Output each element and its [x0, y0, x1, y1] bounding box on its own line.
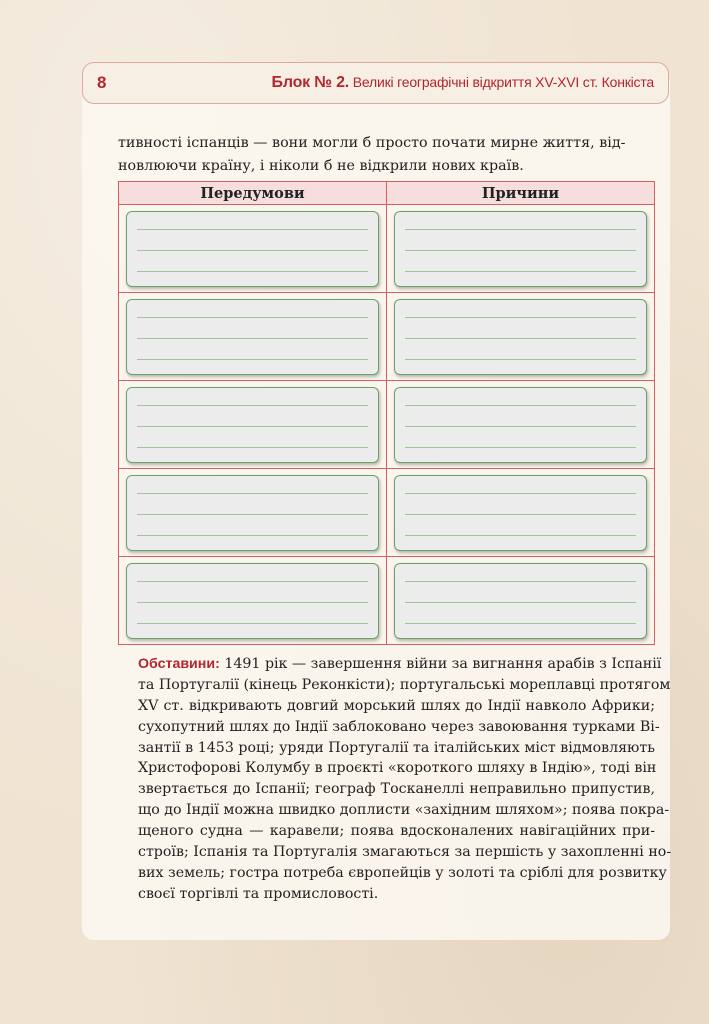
writing-line	[137, 514, 368, 515]
page-header	[82, 62, 669, 104]
table-row	[119, 381, 655, 469]
answer-box-causes[interactable]	[394, 563, 647, 639]
block-label: Блок № 2.	[271, 74, 350, 91]
circumstances-line: Христофорові Колумбу в проєкті «короткого шляху в Індію», тоді він	[138, 760, 657, 777]
writing-line	[405, 405, 636, 406]
table-row	[119, 469, 655, 557]
writing-line	[405, 535, 636, 536]
circumstances-line: звертається до Іспанії; географ Тосканеллі неправильно припустив,	[138, 781, 655, 798]
writing-line	[137, 229, 368, 230]
writing-line	[405, 338, 636, 339]
writing-line	[405, 581, 636, 582]
table-cell-causes	[387, 205, 655, 293]
circumstances-paragraph	[138, 654, 672, 905]
circumstances-line: своєї торгівлі та промисловості.	[138, 885, 379, 902]
answer-box-causes[interactable]	[394, 475, 647, 551]
writing-line	[405, 447, 636, 448]
answer-box-causes[interactable]	[394, 387, 647, 463]
writing-line	[405, 514, 636, 515]
answer-box-prerequisites[interactable]	[126, 211, 379, 287]
block-title: Великі географічні відкриття XV-XVI ст. Конкіста	[352, 74, 654, 90]
table-cell-prerequisites	[119, 293, 387, 381]
table-cell-prerequisites	[119, 557, 387, 645]
circumstances-line: що до Індії можна швидко доплисти «західним шляхом»; поява покра-	[138, 802, 670, 819]
page-number: 8	[97, 73, 107, 92]
writing-line	[137, 426, 368, 427]
writing-line	[137, 493, 368, 494]
writing-line	[137, 338, 368, 339]
table-cell-causes	[387, 381, 655, 469]
circumstances-line	[138, 654, 662, 675]
circumstances-line: сухопутний шлях до Індії заблоковано через завоювання турками Ві-	[138, 718, 660, 735]
column-header-causes: Причини	[387, 182, 655, 205]
writing-line	[405, 493, 636, 494]
answer-box-causes[interactable]	[394, 211, 647, 287]
writing-line	[137, 250, 368, 251]
writing-line	[405, 623, 636, 624]
writing-line	[405, 271, 636, 272]
table-row	[119, 557, 655, 645]
answer-box-prerequisites[interactable]	[126, 299, 379, 375]
circumstances-text: 1491 рік — завершення війни за вигнання арабів з Іспанії	[219, 656, 662, 672]
circumstances-line: щеного судна — каравели; поява вдосконалених навігаційних при-	[138, 823, 655, 840]
circumstances-line: зантії в 1453 році; уряди Португалії та італійських міст відмовляють	[138, 739, 655, 756]
writing-line	[405, 250, 636, 251]
table-cell-causes	[387, 293, 655, 381]
table-row	[119, 205, 655, 293]
table-body	[119, 205, 655, 645]
writing-line	[137, 581, 368, 582]
intro-paragraph	[118, 132, 656, 178]
writing-line	[137, 535, 368, 536]
answer-box-causes[interactable]	[394, 299, 647, 375]
table-cell-prerequisites	[119, 381, 387, 469]
table-cell-prerequisites	[119, 205, 387, 293]
writing-line	[405, 359, 636, 360]
writing-line	[137, 405, 368, 406]
table-row	[119, 293, 655, 381]
writing-line	[405, 602, 636, 603]
writing-line	[137, 317, 368, 318]
circumstances-line: вих земель; гостра потреба європейців у золоті та сріблі для розвитку	[138, 864, 667, 881]
table-cell-prerequisites	[119, 469, 387, 557]
writing-line	[405, 229, 636, 230]
circumstances-line: XV ст. відкривають довгий морський шлях до Індії навколо Африки;	[138, 697, 655, 714]
writing-line	[405, 426, 636, 427]
writing-line	[137, 359, 368, 360]
circumstances-line: строїв; Іспанія та Португалія змагаються за першість у захопленні но-	[138, 844, 672, 861]
table-cell-causes	[387, 557, 655, 645]
intro-line: тивності іспанців — вони могли б просто почати мирне життя, від-	[118, 135, 626, 151]
header-title	[272, 74, 654, 92]
column-header-prerequisites: Передумови	[119, 182, 387, 205]
circumstances-label: Обставини:	[138, 656, 220, 672]
answer-box-prerequisites[interactable]	[126, 563, 379, 639]
answer-box-prerequisites[interactable]	[126, 387, 379, 463]
answer-box-prerequisites[interactable]	[126, 475, 379, 551]
table-header-row	[119, 182, 655, 205]
writing-line	[137, 447, 368, 448]
table-cell-causes	[387, 469, 655, 557]
answer-table	[118, 181, 655, 645]
writing-line	[137, 271, 368, 272]
writing-line	[137, 623, 368, 624]
writing-line	[405, 317, 636, 318]
circumstances-line: та Португалії (кінець Реконкісти); португальські мореплавці протягом	[138, 676, 671, 693]
intro-line: новлюючи країну, і ніколи б не відкрили нових країв.	[118, 158, 524, 174]
writing-line	[137, 602, 368, 603]
